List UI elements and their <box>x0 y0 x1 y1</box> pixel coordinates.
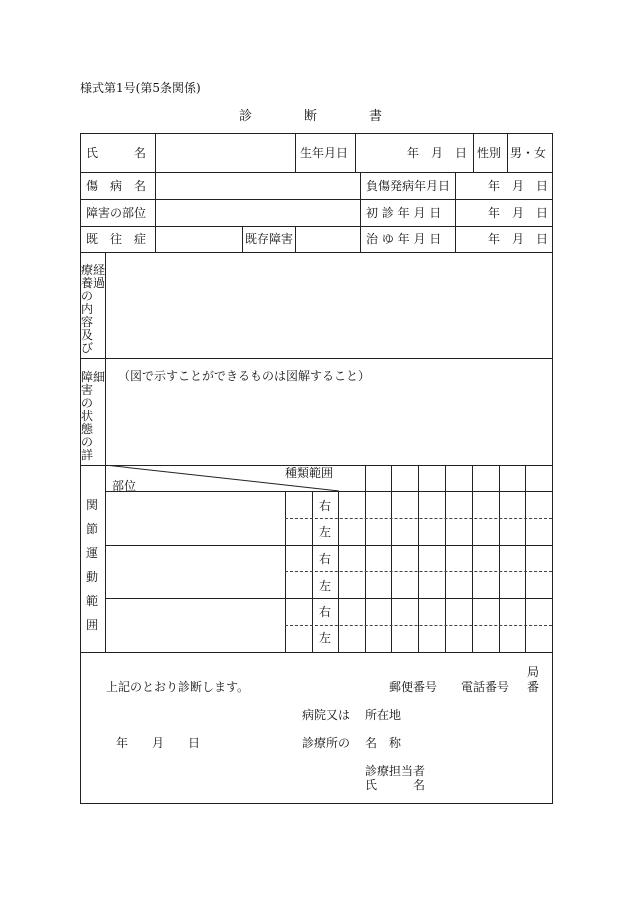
hospital-address-label: 所在地 <box>365 708 402 722</box>
doctor-name-label: 氏 名 <box>365 778 426 792</box>
birth-date-label: 生年月日 <box>300 146 349 160</box>
progress-label-right: 経過 <box>93 263 106 290</box>
injury-date-field[interactable]: 年 月 日 <box>488 179 549 193</box>
medical-history-field[interactable] <box>156 227 241 252</box>
type-range-header: 種類範囲 <box>285 466 334 480</box>
joint-row-right-3: 右 <box>319 605 332 619</box>
part-header: 部位 <box>112 479 137 493</box>
joint-row-left-3: 左 <box>319 631 332 645</box>
joint-range-label: 関節運動範囲 <box>86 498 99 632</box>
hospital-label-line1: 病院又は <box>302 708 351 722</box>
existing-disability-field[interactable] <box>296 227 359 252</box>
cure-date-label: 治 ゆ 年 月 日 <box>366 232 442 246</box>
diagnosis-date[interactable]: 年 月 日 <box>116 736 201 750</box>
medical-history-label: 既 往 症 <box>86 232 147 246</box>
name-label: 氏 名 <box>86 146 147 160</box>
hospital-name-label: 名 称 <box>365 736 402 750</box>
progress-field[interactable] <box>106 253 552 357</box>
sex-label: 性別 <box>477 146 502 160</box>
form-number: 様式第1号(第5条関係) <box>80 81 201 95</box>
first-visit-label: 初 診 年 月 日 <box>366 206 442 220</box>
phone-number-label: 電話番号 <box>461 680 510 694</box>
existing-disability-label: 既存障害 <box>245 232 294 246</box>
disability-part-field[interactable] <box>156 200 359 225</box>
birth-date-field[interactable]: 年 月 日 <box>407 146 468 160</box>
kyoku-label: 局 <box>527 665 540 679</box>
name-field[interactable] <box>156 134 294 172</box>
document-title: 診 断 書 <box>239 109 383 124</box>
disability-detail-label-right: 細 <box>93 370 106 384</box>
injury-date-label: 負傷発病年月日 <box>366 179 451 193</box>
disability-part-label: 障害の部位 <box>86 206 147 220</box>
postal-code-label: 郵便番号 <box>389 680 438 694</box>
disease-name-field[interactable] <box>156 173 359 198</box>
joint-row-left-2: 左 <box>319 579 332 593</box>
ban-label: 番 <box>527 680 540 694</box>
sex-options[interactable]: 男・女 <box>510 146 547 160</box>
disability-detail-label-left: 障害の状態の詳 <box>81 370 94 462</box>
progress-label-left: 療養の内容及び <box>81 263 94 355</box>
doctor-label: 診療担当者 <box>365 764 426 778</box>
disability-detail-field[interactable] <box>106 359 552 464</box>
joint-row-left-1: 左 <box>319 525 332 539</box>
diagnosis-statement: 上記のとおり診断します。 <box>106 680 250 694</box>
cure-date-field[interactable]: 年 月 日 <box>488 232 549 246</box>
hospital-label-line2: 診療所の <box>302 736 351 750</box>
disease-name-label: 傷 病 名 <box>86 179 147 193</box>
joint-row-right-2: 右 <box>319 552 332 566</box>
joint-row-right-1: 右 <box>319 499 332 513</box>
disability-diagram-note: （図で示すことができるものは図解すること） <box>118 369 371 383</box>
first-visit-date-field[interactable]: 年 月 日 <box>488 206 549 220</box>
